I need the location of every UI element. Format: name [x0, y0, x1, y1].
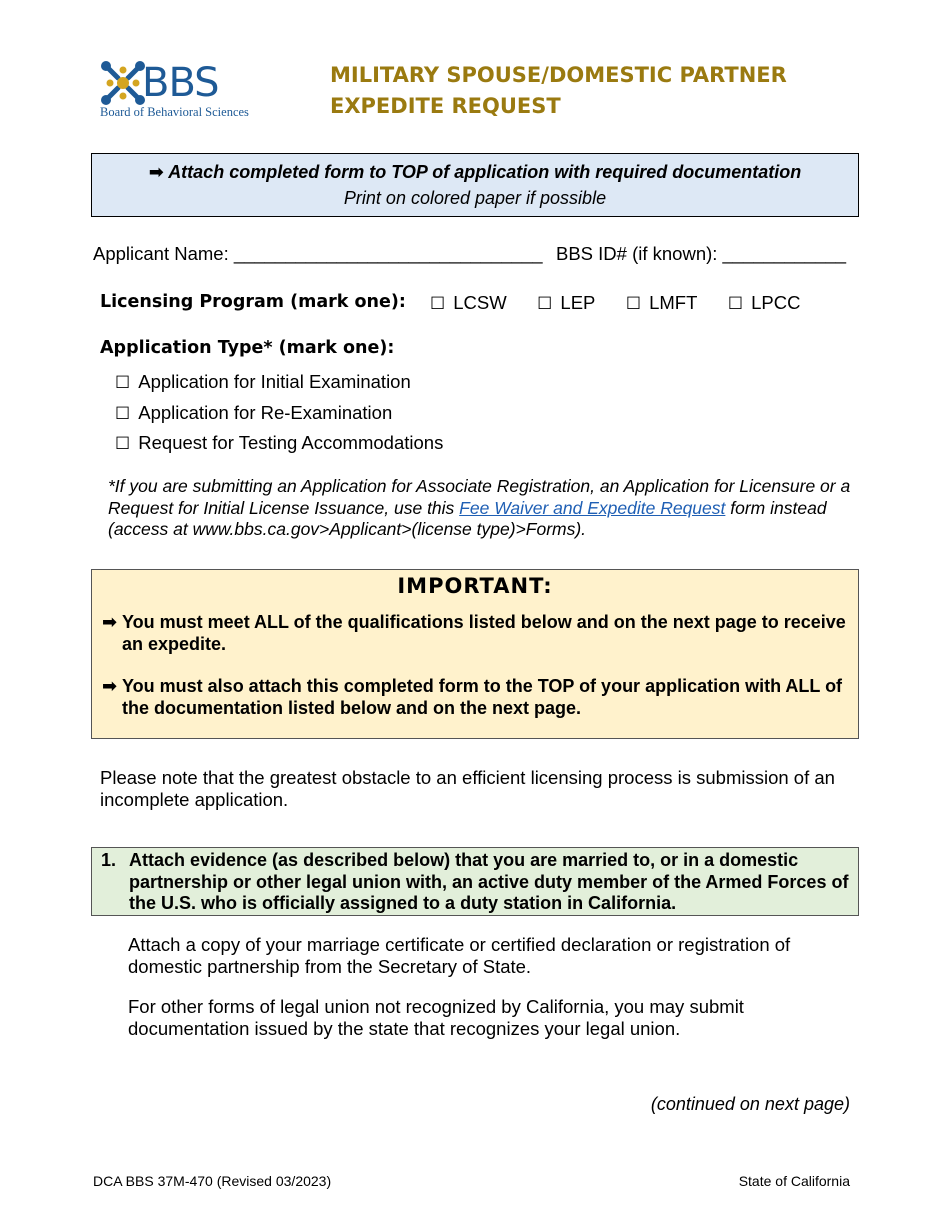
app-type-option-testing-accommodations[interactable] [115, 432, 443, 454]
section-1-box [91, 847, 859, 916]
print-instruction: Print on colored paper if possible [343, 188, 607, 208]
section-1-paragraph-2: For other forms of legal union not recognized by California, you may submit documentation issued by the state that recognizes your legal union. [128, 996, 744, 1039]
section-1-paragraph-1: Attach a copy of your marriage certificate or certified declaration or registration of domestic partnership from the Secretary of State. [128, 934, 791, 977]
arrow-icon: ➡ [102, 612, 118, 632]
associate-registration-note [108, 476, 868, 541]
section-number: 1. [101, 850, 117, 870]
form-title [330, 60, 890, 122]
option-label: Application for Initial Examination [138, 371, 411, 392]
attach-instruction-line [92, 162, 858, 183]
logo-subtitle: Board of Behavioral Sciences [100, 105, 249, 119]
fee-waiver-link[interactable]: Fee Waiver and Expedite Request [459, 497, 726, 518]
checkbox-icon[interactable]: ☐ [727, 294, 744, 314]
licensing-option-lpcc[interactable] [728, 292, 801, 314]
important-item [102, 612, 870, 655]
checkbox-icon[interactable]: ☐ [115, 404, 131, 424]
option-label: Request for Testing Accommodations [138, 432, 444, 453]
please-note-text: Please note that the greatest obstacle to an efficient licensing process is submission of an incomplete application. [100, 767, 835, 810]
important-item-text: You must meet ALL of the qualifications listed below and on the next page to receive an expedite. [122, 612, 846, 654]
option-label: LMFT [649, 292, 698, 313]
note-text-part1: *If you are submitting an Application for Associate Registration, an Application for Licensure or a Request for Initial License Issuance, use this [108, 476, 851, 518]
app-type-option-initial-exam[interactable] [115, 371, 411, 393]
licensing-option-lep[interactable] [537, 292, 595, 314]
licensing-option-lcsw[interactable] [430, 292, 507, 314]
important-item [102, 676, 870, 719]
licensing-program-options [430, 292, 826, 314]
bbs-logo-mark-icon [100, 60, 146, 106]
form-number: DCA BBS 37M-470 (Revised 03/2023) [93, 1173, 332, 1189]
option-label: LEP [560, 292, 596, 313]
arrow-icon: ➡ [102, 676, 118, 696]
important-title: IMPORTANT: [397, 574, 553, 598]
option-label: LCSW [453, 292, 507, 313]
arrow-icon: ➡ [148, 162, 164, 182]
important-item-text: You must also attach this completed form to the TOP of your application with ALL of the documentation listed below and on the next page. [122, 676, 843, 718]
note-text-part2: form instead (access at www.bbs.ca.gov>Applicant>(license type)>Forms). [108, 497, 827, 539]
checkbox-icon[interactable]: ☐ [625, 294, 642, 314]
section-1-heading: Attach evidence (as described below) that you are married to, or in a domestic partnership or other legal union with, an active duty member of the Armed Forces of the U.S. who is officially assigned to a duty station in California. [129, 850, 849, 913]
application-type-label: Application Type* (mark one): [100, 338, 395, 358]
attach-instruction-text: Attach completed form to TOP of application with required documentation [168, 162, 802, 182]
bbs-id-field[interactable]: BBS ID# (if known): ____________ [556, 243, 847, 264]
option-label: Application for Re-Examination [138, 402, 393, 423]
logo-text: BBS [142, 60, 219, 106]
continued-note: (continued on next page) [650, 1094, 850, 1114]
licensing-option-lmft[interactable] [626, 292, 698, 314]
attach-instructions-box [91, 153, 859, 217]
checkbox-icon[interactable]: ☐ [430, 294, 446, 314]
form-title-line1: MILITARY SPOUSE/DOMESTIC PARTNER [330, 63, 787, 87]
app-type-option-re-exam[interactable] [115, 402, 392, 424]
important-box [91, 569, 859, 739]
applicant-name-field[interactable]: Applicant Name: ______________________________ [93, 243, 543, 264]
form-title-line2: EXPEDITE REQUEST [330, 94, 561, 118]
option-label: LPCC [751, 292, 801, 313]
licensing-program-label: Licensing Program (mark one): [100, 292, 406, 312]
checkbox-icon[interactable]: ☐ [115, 434, 131, 454]
checkbox-icon[interactable]: ☐ [115, 373, 131, 393]
state-label: State of California [738, 1173, 850, 1189]
checkbox-icon[interactable]: ☐ [537, 294, 553, 314]
bbs-logo [98, 58, 268, 122]
